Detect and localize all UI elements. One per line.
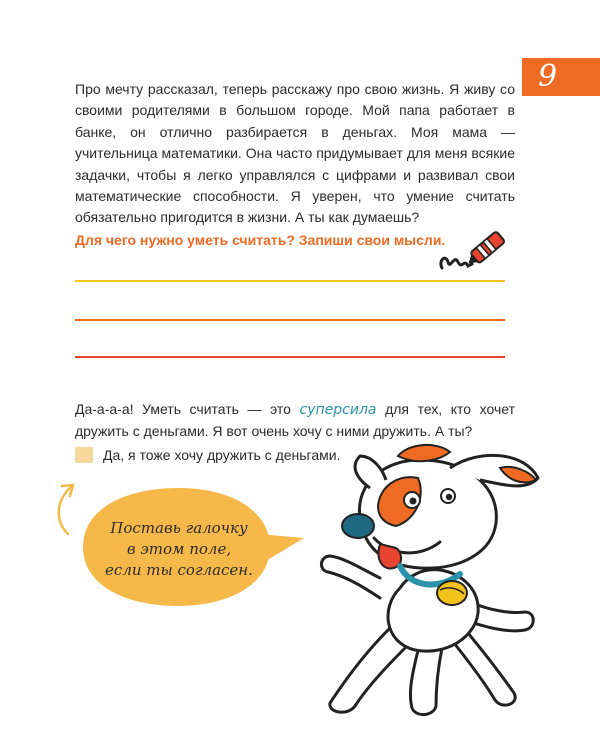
superpower-text-before: Да-а-а-а! Уметь считать — это	[75, 401, 300, 417]
bubble-line-2: в этом поле,	[126, 540, 232, 558]
answer-line-2[interactable]	[75, 319, 505, 321]
page-number: 9	[538, 59, 558, 94]
intro-paragraph: Про мечту рассказал, теперь расскажу про свою жизнь. Я живу со своими родителями в большом городе. Мой папа работает в банке, он отлично разбирается в деньгах. Моя мама — учительница математики. Она часто придумывает для меня всякие задачки, чтобы я легко управлялся с цифрами и развивал свои математические способности. Я уверен, что умение считать обязательно пригодится в жизни. А ты как думаешь?	[75, 81, 515, 226]
superpower-text-after: для тех, кто хочет дружить с деньгами. Я вот очень хочу с ними дружить. А ты?	[75, 401, 516, 440]
superpower-paragraph	[75, 399, 515, 443]
agree-checkbox[interactable]	[75, 447, 93, 463]
bubble-line-1: Поставь галочку	[110, 519, 248, 537]
superpower-highlight: суперсила	[299, 402, 377, 418]
task-prompt: Для чего нужно уметь считать? Запиши свои мысли.	[75, 232, 446, 248]
dog-illustration	[300, 438, 560, 728]
answer-line-1[interactable]	[75, 280, 505, 282]
page-number-tab	[522, 58, 600, 96]
pen-icon	[436, 224, 508, 282]
bubble-text	[90, 518, 268, 581]
answer-line-3[interactable]	[75, 356, 505, 358]
agree-label: Да, я тоже хочу дружить с деньгами.	[103, 447, 341, 463]
bubble-line-3: если ты согласен.	[105, 561, 253, 579]
